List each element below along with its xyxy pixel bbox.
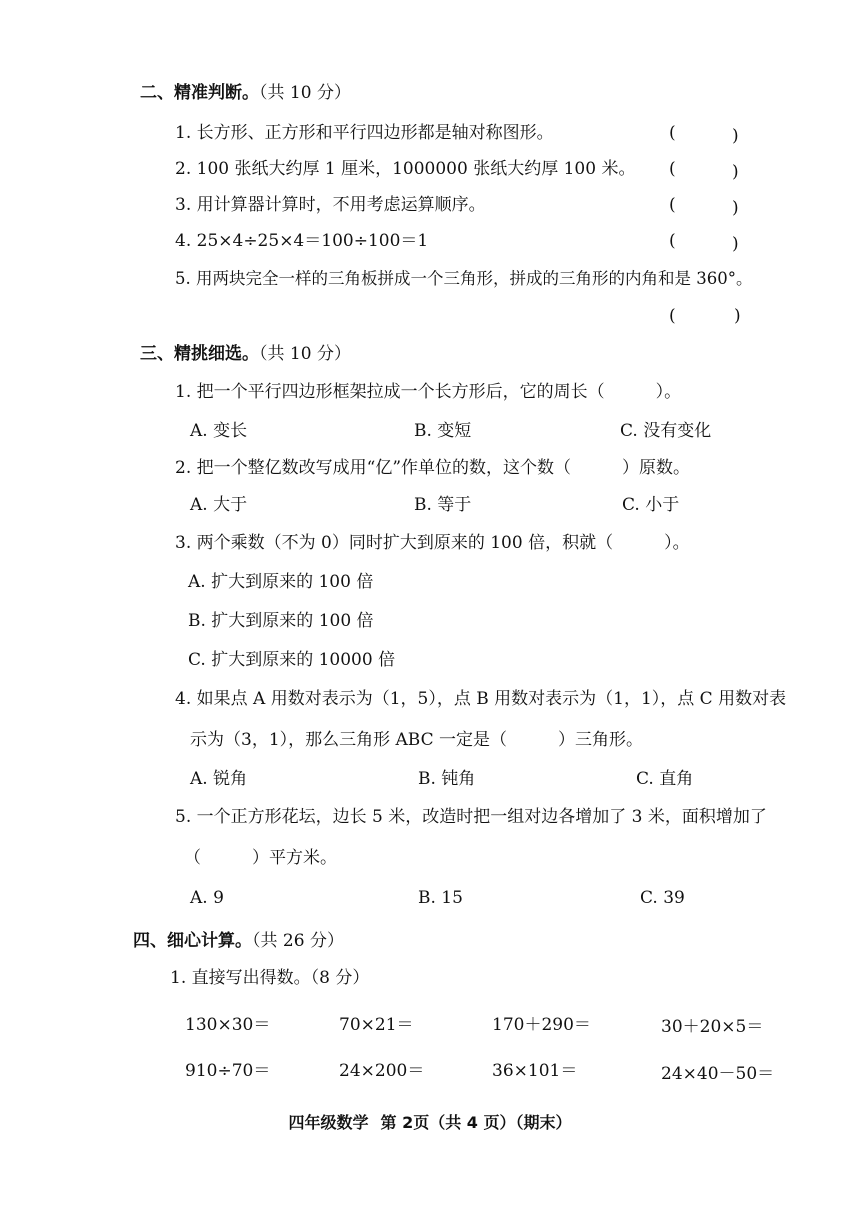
judge-3-paren-open: ( bbox=[669, 195, 676, 215]
choice-q5-option-b: B. 15 bbox=[418, 888, 463, 908]
footer-subject: 四年级数学 bbox=[288, 1113, 369, 1132]
choice-q5-stem-line1: 5. 一个正方形花坛，边长 5 米，改造时把一组对边各增加了 3 米，面积增加了 bbox=[175, 807, 767, 827]
calc-item: 70×21＝ bbox=[339, 1015, 414, 1035]
choice-q4-option-a: A. 锐角 bbox=[190, 769, 248, 789]
section-3-title: 三、精挑细选。 bbox=[140, 344, 259, 364]
judge-4-paren-open: ( bbox=[669, 231, 676, 251]
calc-item: 24×200＝ bbox=[339, 1061, 425, 1081]
section-2-points: （共 10 分） bbox=[259, 83, 351, 103]
judge-3-paren-close: ) bbox=[732, 198, 739, 218]
judge-item-3: 3. 用计算器计算时，不用考虑运算顺序。 bbox=[175, 195, 486, 215]
choice-q3-option-b: B. 扩大到原来的 100 倍 bbox=[188, 611, 374, 631]
section-4-points: （共 26 分） bbox=[252, 931, 344, 951]
calc-item: 130×30＝ bbox=[185, 1015, 271, 1035]
judge-4-paren-close: ) bbox=[732, 234, 739, 254]
choice-q1-option-b: B. 变短 bbox=[414, 421, 472, 441]
choice-q5-option-c: C. 39 bbox=[640, 888, 685, 908]
judge-item-4: 4. 25×4÷25×4＝100÷100＝1 bbox=[175, 231, 429, 251]
choice-q1-option-c: C. 没有变化 bbox=[620, 421, 712, 441]
judge-1-paren-close: ) bbox=[732, 126, 739, 146]
section-3-heading bbox=[140, 343, 351, 365]
section-4-title: 四、细心计算。 bbox=[133, 931, 252, 951]
choice-q4-option-b: B. 钝角 bbox=[418, 769, 476, 789]
choice-q3-option-a: A. 扩大到原来的 100 倍 bbox=[188, 572, 374, 592]
judge-5-paren-open: ( bbox=[669, 306, 676, 326]
judge-1-paren-open: ( bbox=[669, 123, 676, 143]
choice-q2-stem: 2. 把一个整亿数改写成用“亿”作单位的数，这个数（ ）原数。 bbox=[175, 458, 691, 478]
choice-q4-option-c: C. 直角 bbox=[636, 769, 694, 789]
footer-page: 第 2页（共 4 页）（期末） bbox=[380, 1113, 572, 1132]
choice-q2-option-b: B. 等于 bbox=[414, 495, 472, 515]
calc-item: 30＋20×5＝ bbox=[661, 1017, 764, 1037]
calc-item: 170＋290＝ bbox=[492, 1015, 591, 1035]
judge-2-paren-open: ( bbox=[669, 159, 676, 179]
judge-5-paren-close: ) bbox=[734, 306, 741, 326]
page-footer bbox=[0, 1110, 860, 1133]
calc-subheading: 1. 直接写出得数。（8 分） bbox=[170, 968, 370, 988]
choice-q4-stem-line1: 4. 如果点 A 用数对表示为（1，5），点 B 用数对表示为（1，1），点 C 用数对表 bbox=[175, 689, 787, 709]
choice-q3-stem: 3. 两个乘数（不为 0）同时扩大到原来的 100 倍，积就（ ）。 bbox=[175, 533, 690, 553]
choice-q1-option-a: A. 变长 bbox=[190, 421, 248, 441]
choice-q3-option-c: C. 扩大到原来的 10000 倍 bbox=[188, 650, 396, 670]
judge-2-paren-close: ) bbox=[732, 162, 739, 182]
choice-q2-option-c: C. 小于 bbox=[622, 495, 680, 515]
judge-item-5: 5. 用两块完全一样的三角板拼成一个三角形，拼成的三角形的内角和是 360°。 bbox=[175, 269, 753, 288]
judge-item-2: 2. 100 张纸大约厚 1 厘米，1000000 张纸大约厚 100 米。 bbox=[175, 159, 636, 179]
choice-q1-stem: 1. 把一个平行四边形框架拉成一个长方形后，它的周长（ ）。 bbox=[175, 382, 682, 402]
judge-item-1: 1. 长方形、正方形和平行四边形都是轴对称图形。 bbox=[175, 123, 554, 143]
section-3-points: （共 10 分） bbox=[259, 344, 351, 364]
section-2-heading bbox=[140, 82, 351, 104]
choice-q5-stem-line2: （ ）平方米。 bbox=[184, 848, 337, 868]
calc-item: 24×40－50＝ bbox=[661, 1064, 775, 1084]
choice-q2-option-a: A. 大于 bbox=[190, 495, 248, 515]
section-4-heading bbox=[133, 930, 344, 952]
calc-item: 910÷70＝ bbox=[185, 1061, 271, 1081]
choice-q5-option-a: A. 9 bbox=[190, 888, 224, 908]
calc-item: 36×101＝ bbox=[492, 1061, 578, 1081]
choice-q4-stem-line2: 示为（3，1），那么三角形 ABC 一定是（ ）三角形。 bbox=[190, 730, 644, 750]
section-2-title: 二、精准判断。 bbox=[140, 83, 259, 103]
